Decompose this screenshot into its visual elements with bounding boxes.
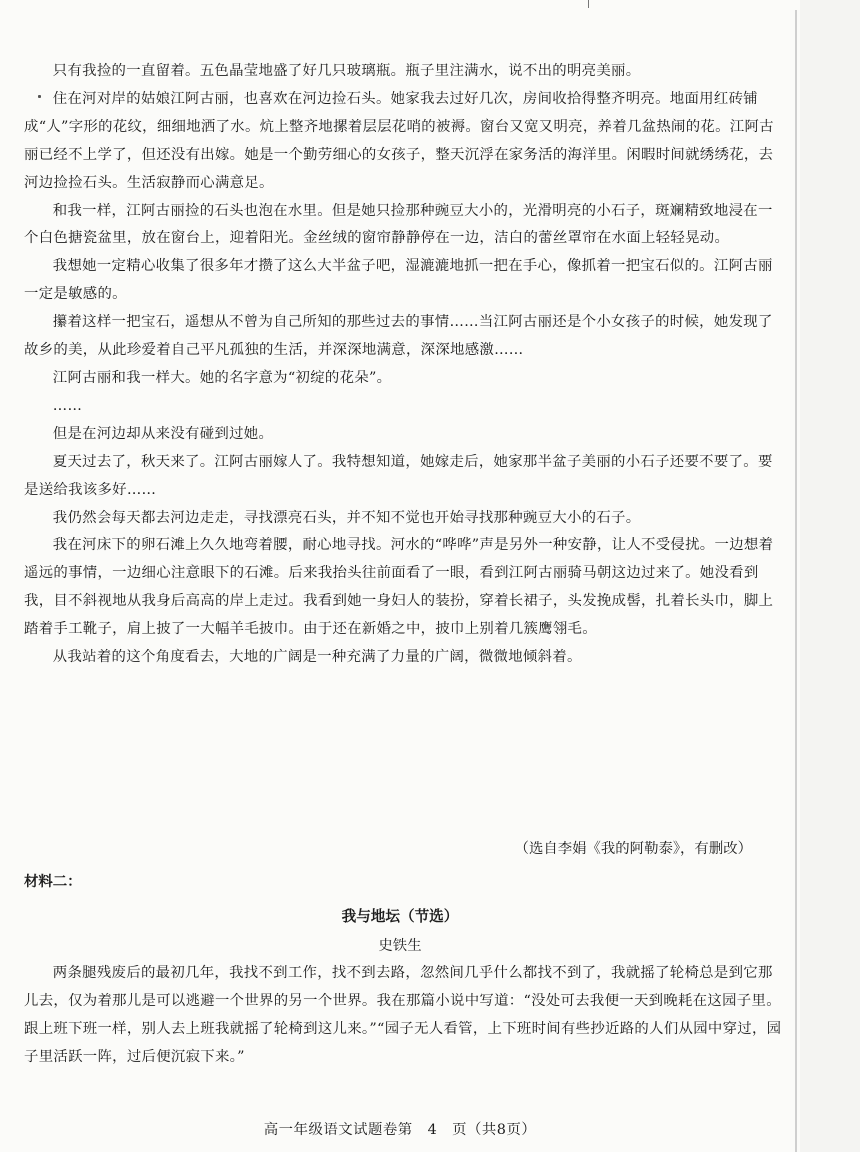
material2-label: 材料二： — [24, 874, 82, 890]
material1-ellipsis: …… — [52, 397, 83, 414]
material1-paragraph-9: 夏天过去了，秋天来了。江阿古丽嫁人了。我特想知道，她嫁走后，她家那半盆子美丽的小石子还要不要了。要是送给我该多好…… — [24, 453, 773, 498]
material2-author: 史铁生 — [378, 938, 422, 954]
page-footer: 高一年级语文试题卷第 4 页（共8页） — [263, 1122, 537, 1138]
material1-source-citation: （选自李娟《我的阿勒泰》，有删改） — [514, 841, 752, 857]
material1-paragraph-4: 我想她一定精心收集了很多年才攒了这么大半盆子吧，湿漉漉地抓一把在手心，像抓着一把宝石似的。江阿古丽一定是敏感的。 — [24, 258, 773, 303]
material1-paragraph-5: 攥着这样一把宝石，遥想从不曾为自己所知的那些过去的事情……当江阿古丽还是个小女孩子的时候，她发现了故乡的美，从此珍爱着自己平凡孤独的生活，并深深地满意，深深地感激…… — [24, 314, 773, 359]
material1-paragraph-8: 但是在河边却从来没有碰到过她。 — [52, 425, 274, 442]
material2-body — [24, 960, 782, 1072]
material1-paragraph-12: 从我站着的这个角度看去，大地的广阔是一种充满了力量的广阔，微微地倾斜着。 — [52, 649, 582, 666]
material2-title: 我与地坛（节选） — [341, 908, 459, 925]
material1-paragraph-2: 住在河对岸的姑娘江阿古丽，也喜欢在河边捡石头。她家我去过好几次，房间收拾得整齐明亮。地面用红砖铺成“人”字形的花纹，细细地洒了水。炕上整齐地摞着层层花哨的被褥。窗台又宽又明亮，养着几盆热闹的花。江阿古丽已经不上学了，但还没有出嫁。她是一个勤劳细心的女孩子，整天沉浮在家务活的海洋里。闲暇时间就绣绣花，去河边捡捡石头。生活寂静而心满意足。 — [24, 90, 774, 191]
material2-paragraph-1: 两条腿残废后的最初几年，我找不到工作，找不到去路，忽然间几乎什么都找不到了，我就摇了轮椅总是到它那儿去，仅为着那儿是可以逃避一个世界的另一个世界。我在那篇小说中写道：“没处可去我便一天到晚耗在这园子里。跟上班下班一样，别人去上班我就摇了轮椅到这儿来。”“园子无人看管，上下班时间有些抄近路的人们从园中穿过，园子里活跃一阵，过后便沉寂下来。” — [24, 965, 782, 1065]
material1-paragraph-11: 我在河床下的卵石滩上久久地弯着腰，耐心地寻找。河水的“哗哗”声是另外一种安静，让人不受侵扰。一边想着遥远的事情，一边细心注意眼下的石滩。后来我抬头往前面看了一眼，看到江阿古丽骑马朝这边过来了。她没看到我，目不斜视地从我身后高高的岸上走过。我看到她一身妇人的装扮，穿着长裙子，头发挽成髻，扎着长头巾，脚上踏着手工靴子，肩上披了一大幅羊毛披巾。由于还在新婚之中，披巾上别着几簇鹰翎毛。 — [24, 537, 774, 638]
material1-paragraph-6: 江阿古丽和我一样大。她的名字意为“初绽的花朵”。 — [52, 369, 392, 386]
material1-paragraph-3: 和我一样，江阿古丽捡的石头也泡在水里。但是她只捡那种豌豆大小的，光滑明亮的小石子，斑斓精致地浸在一个白色搪瓷盆里，放在窗台上，迎着阳光。金丝绒的窗帘静静停在一边，洁白的蕾丝罩帘在水面上轻轻晃动。 — [24, 202, 773, 247]
page-divider-line — [795, 10, 797, 1152]
material1-paragraph-10: 我仍然会每天都去河边走走，寻找漂亮石头，并不知不觉也开始寻找那种豌豆大小的石子。 — [52, 509, 641, 526]
material1-paragraph-1: 只有我捡的一直留着。五色晶莹地盛了好几只玻璃瓶。瓶子里注满水，说不出的明亮美丽。 — [52, 63, 641, 79]
material1-body — [24, 58, 782, 672]
page-edge-tick — [588, 0, 589, 8]
